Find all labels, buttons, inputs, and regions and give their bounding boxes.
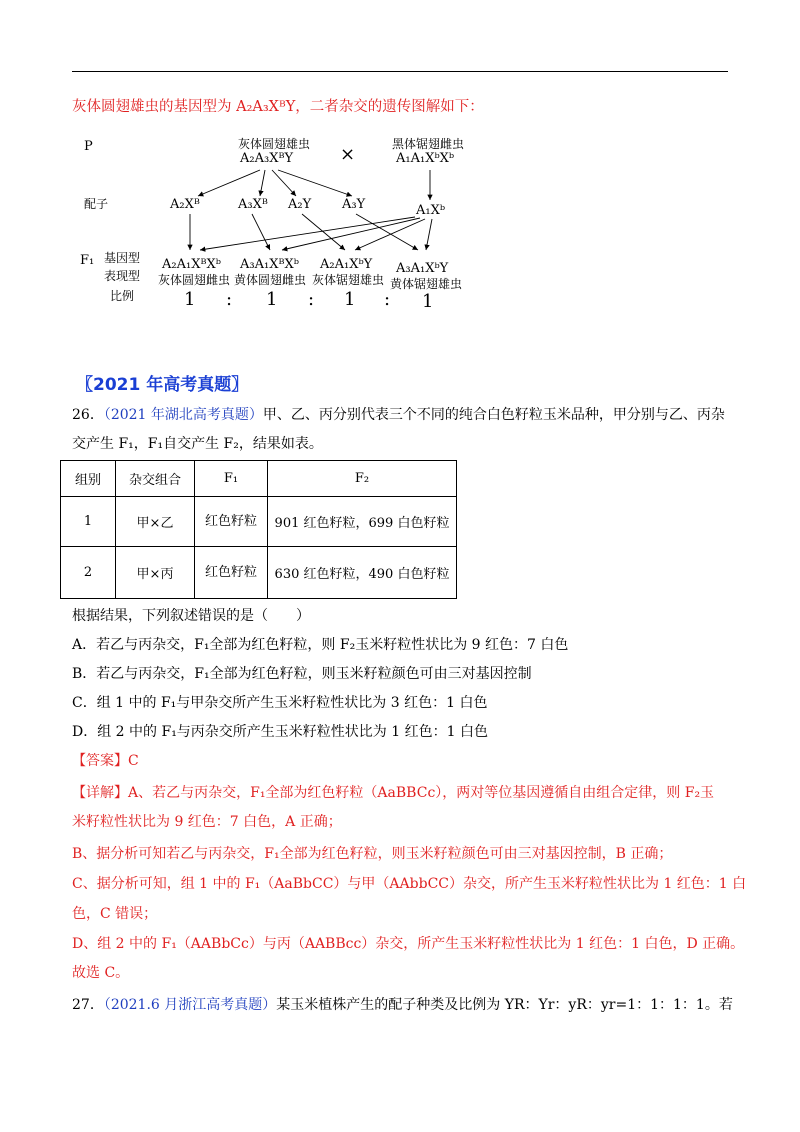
arrow-g4-o4 [356, 214, 418, 250]
arrow-to-gamete-1 [198, 170, 260, 196]
ratio-colon-1: : [226, 289, 233, 310]
ratio-colon-2: : [308, 289, 315, 310]
q26-question: 根据结果，下列叙述错误的是（ ） [72, 608, 310, 624]
gamete-2: A₃Xᴮ [238, 197, 268, 212]
cell-f1: 红色籽粒 [195, 547, 268, 599]
female-gamete: A₁Xᵇ [416, 203, 446, 218]
offspring-3-genotype: A₂A₁XᵇY [320, 257, 373, 272]
detail-line-4: C、据分析可知，组 1 中的 F₁（AaBbCC）与甲（AAbbCC）杂交，所产生玉米籽粒性状比为 1 红色：1 白 [72, 876, 747, 892]
q26-number: 26． [72, 407, 104, 423]
cell-cross: 甲×丙 [116, 547, 195, 599]
q26-stem-2: 交产生 F₁，F₁自交产生 F₂，结果如表。 [72, 436, 323, 452]
offspring-1-phenotype: 灰体圆翅雌虫 [158, 273, 231, 287]
arrow-to-gamete-4 [278, 170, 352, 196]
genotype-label: 基因型 [104, 251, 141, 265]
ratio-label: 比例 [110, 289, 135, 303]
offspring-4-phenotype: 黄体锯翅雄虫 [390, 277, 463, 291]
ratio-3: 1 [344, 289, 356, 310]
cell-group: 2 [61, 547, 116, 599]
parent2-name: 黑体锯翅雌虫 [392, 137, 465, 151]
q27-stem: 某玉米植株产生的配子种类及比例为 YR：Yr：yR：yr=1：1：1：1。若 [276, 997, 733, 1013]
q26-line-1 [72, 404, 725, 426]
ratio-1: 1 [184, 289, 196, 310]
arrow-g2-o2 [252, 214, 270, 250]
gamete-4: A₃Y [342, 197, 366, 212]
ratio-4: 1 [422, 291, 434, 312]
header-group: 组别 [61, 461, 116, 497]
f1-label: F₁ [80, 253, 95, 268]
arrow-to-gamete-3 [272, 170, 296, 196]
answer-label: 【答案】 [72, 753, 128, 769]
q27-line-1 [72, 994, 733, 1016]
header-f2: F₂ [268, 461, 457, 497]
q26-stem-1: 甲、乙、丙分别代表三个不同的纯合白色籽粒玉米品种，甲分别与乙、丙杂 [262, 407, 725, 423]
cell-cross: 甲×乙 [116, 497, 195, 547]
arrow-f-o4 [426, 219, 432, 250]
q27-source: （2021.6 月浙江高考真题） [103, 997, 277, 1013]
detail-line-7: 故选 C。 [72, 965, 130, 981]
arrow-f-o1 [200, 217, 415, 250]
cross-symbol: × [340, 144, 356, 165]
ratio-colon-3: : [384, 289, 391, 310]
cell-f1: 红色籽粒 [195, 497, 268, 547]
detail-line-5: 色，C 错误； [72, 906, 158, 922]
gamete-1: A₂Xᴮ [170, 197, 200, 212]
results-table [60, 460, 457, 599]
option-d: D．组 2 中的 F₁与丙杂交所产生玉米籽粒性状比为 1 红色：1 白色 [72, 724, 488, 740]
table-row [61, 547, 457, 599]
detail-line-2: 米籽粒性状比为 9 红色：7 白色，A 正确； [72, 814, 342, 830]
offspring-1-genotype: A₂A₁XᴮXᵇ [162, 257, 221, 272]
detail-label: 【详解】 [72, 785, 128, 801]
header-f1: F₁ [195, 461, 268, 497]
gamete-3: A₂Y [288, 197, 312, 212]
q26-source: （2021 年湖北高考真题） [103, 407, 263, 423]
header-rule [72, 71, 728, 72]
option-b: B．若乙与丙杂交，F₁全部为红色籽粒，则玉米籽粒颜色可由三对基因控制 [72, 666, 532, 682]
parent2-genotype: A₁A₁XᵇXᵇ [396, 151, 455, 166]
arrow-to-gamete-2 [260, 170, 265, 196]
offspring-3-phenotype: 灰体锯翅雄虫 [312, 273, 385, 287]
arrow-f-o3 [355, 219, 425, 250]
option-c: C．组 1 中的 F₁与甲杂交所产生玉米籽粒性状比为 3 红色：1 白色 [72, 695, 488, 711]
answer-line [72, 750, 139, 772]
offspring-4-genotype: A₃A₁XᵇY [396, 261, 449, 276]
offspring-2-phenotype: 黄体圆翅雌虫 [234, 273, 307, 287]
gamete-label: 配子 [84, 197, 109, 211]
cell-f2: 630 红色籽粒，490 白色籽粒 [268, 547, 457, 599]
answer-value: C [128, 753, 139, 769]
detail-line-3: B、据分析可知若乙与丙杂交，F₁全部为红色籽粒，则玉米籽粒颜色可由三对基因控制，B 正确； [72, 846, 673, 862]
p-label: P [84, 139, 93, 154]
cell-group: 1 [61, 497, 116, 547]
parent1-genotype: A₂A₃XᴮY [240, 151, 294, 166]
header-cross: 杂交组合 [116, 461, 195, 497]
genetic-cross-diagram [70, 132, 490, 322]
table-row [61, 497, 457, 547]
intro-line: 灰体圆翅雄虫的基因型为 A₂A₃XᴮY，二者杂交的遗传图解如下： [72, 99, 484, 115]
detail-text: A、若乙与丙杂交，F₁全部为红色籽粒（AaBBCc），两对等位基因遵循自由组合定律，则 F₂玉 [128, 785, 715, 801]
arrow-g3-o3 [302, 214, 345, 250]
q27-number: 27． [72, 997, 104, 1013]
detail-line-1 [72, 782, 714, 804]
cell-f2: 901 红色籽粒，699 白色籽粒 [268, 497, 457, 547]
parent1-name: 灰体圆翅雄虫 [238, 137, 311, 151]
phenotype-label: 表现型 [104, 269, 141, 283]
table-header-row [61, 461, 457, 497]
offspring-2-genotype: A₃A₁XᴮXᵇ [240, 257, 299, 272]
detail-line-6: D、组 2 中的 F₁（AABbCc）与丙（AABBcc）杂交，所产生玉米籽粒性状比为 1 红色：1 白色，D 正确。 [72, 936, 745, 952]
ratio-2: 1 [266, 289, 278, 310]
section-title: 〖2021 年高考真题〗 [76, 375, 249, 395]
option-a: A．若乙与丙杂交，F₁全部为红色籽粒，则 F₂玉米籽粒性状比为 9 红色：7 白色 [72, 637, 569, 653]
